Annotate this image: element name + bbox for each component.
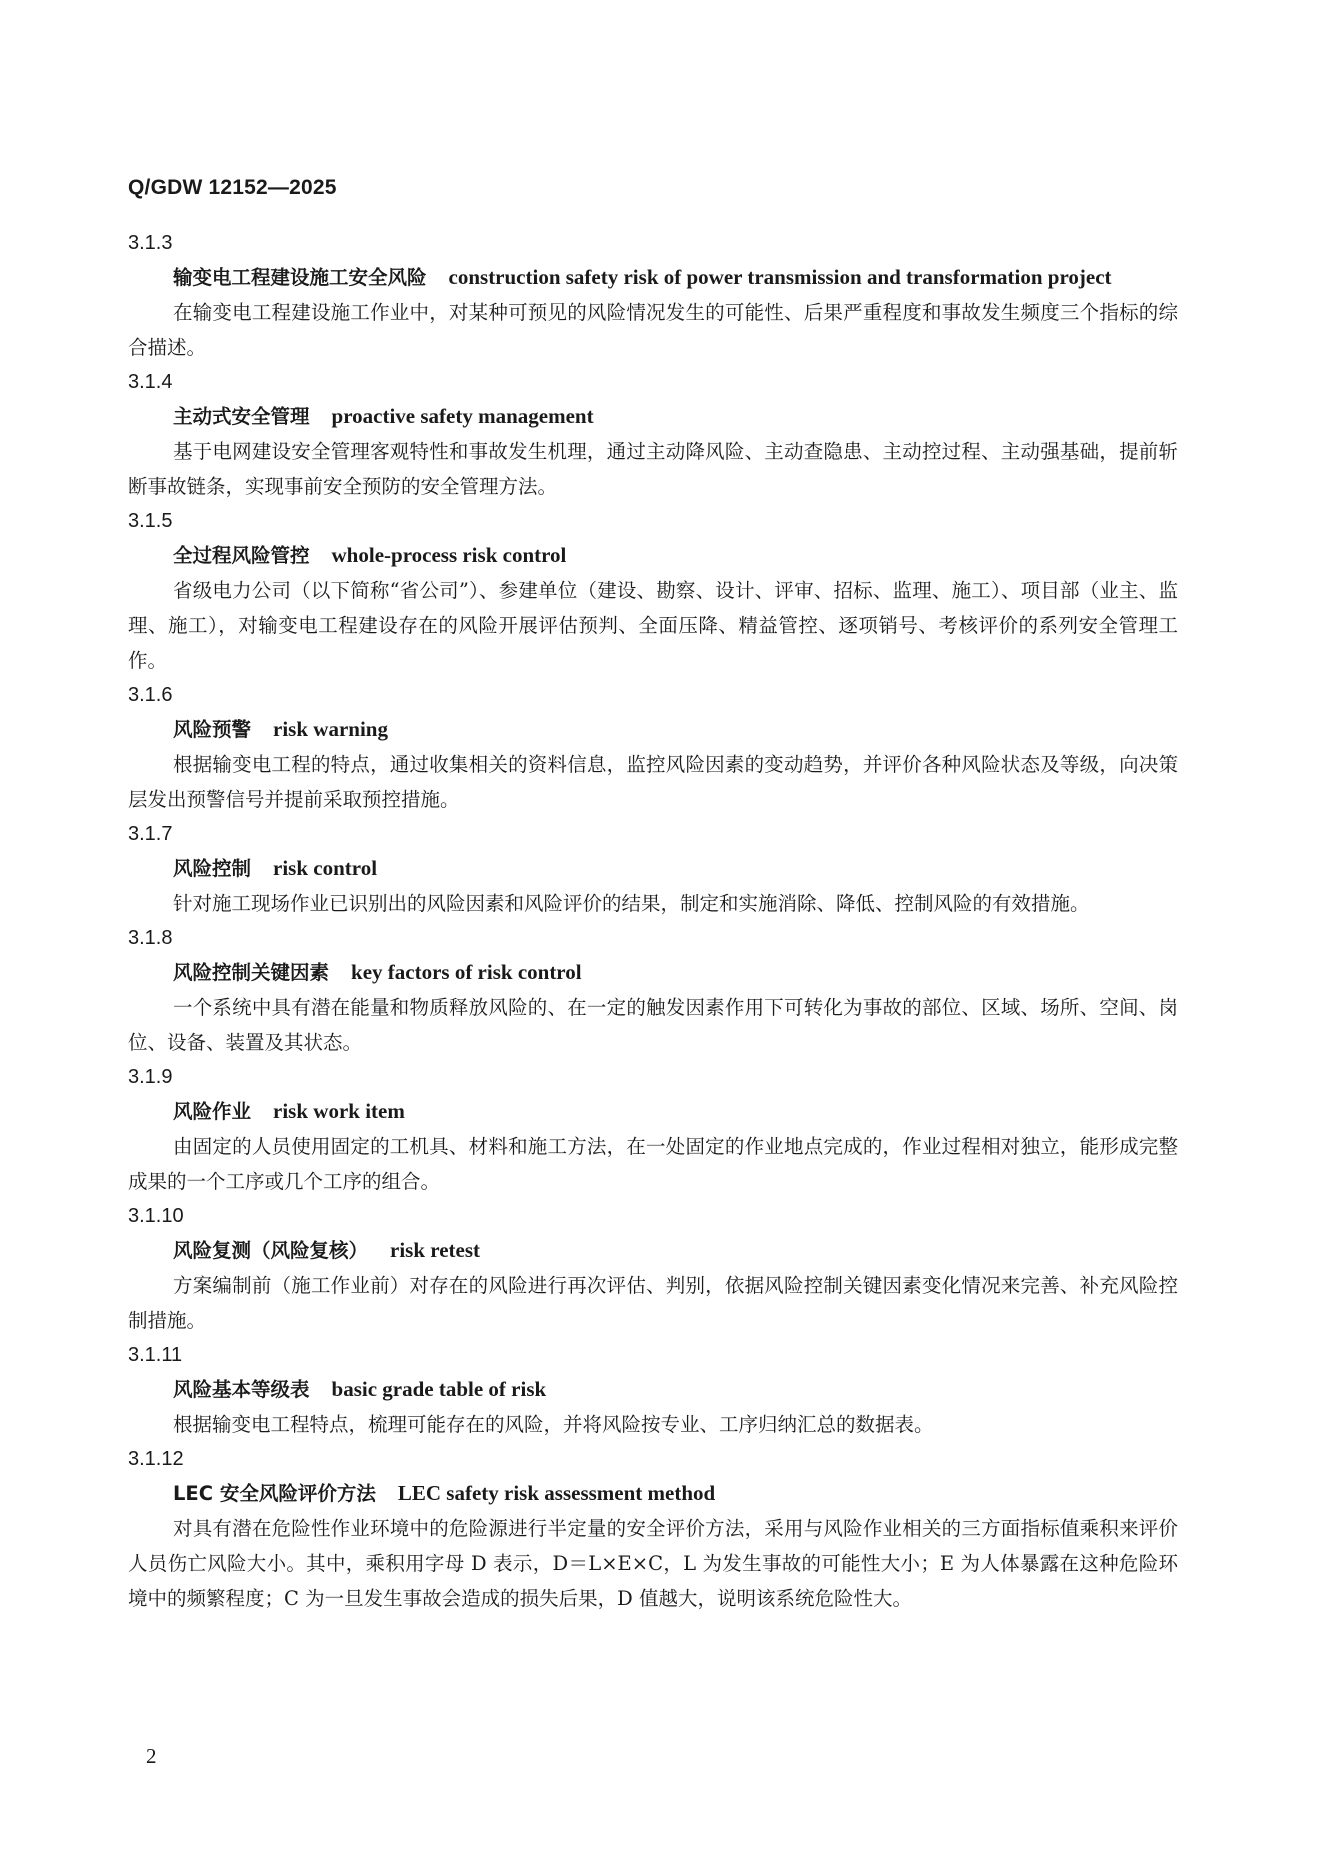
term-title — [128, 851, 1178, 886]
term-english: LEC safety risk assessment method — [397, 1481, 716, 1505]
terms-section — [128, 226, 1178, 1616]
term-english: proactive safety management — [331, 404, 594, 428]
term-number: 3.1.4 — [128, 371, 173, 393]
term-english: whole-process risk control — [331, 543, 567, 567]
term-chinese: 主动式安全管理 — [173, 405, 310, 428]
term-english: risk warning — [273, 717, 388, 741]
term-entry-3-1-9 — [128, 1060, 1178, 1199]
term-chinese: 风险基本等级表 — [173, 1378, 310, 1401]
term-title — [128, 1476, 1178, 1511]
standard-code-header: Q/GDW 12152—2025 — [128, 176, 337, 199]
term-english: key factors of risk control — [351, 960, 582, 984]
term-number: 3.1.11 — [128, 1344, 183, 1366]
term-definition: 方案编制前（施工作业前）对存在的风险进行再次评估、判别，依据风险控制关键因素变化情况来完善、补充风险控制措施。 — [128, 1274, 1178, 1332]
term-number: 3.1.9 — [128, 1066, 173, 1088]
term-title — [128, 399, 1178, 434]
page-number: 2 — [146, 1744, 157, 1768]
term-number: 3.1.8 — [128, 927, 173, 949]
term-definition: 针对施工现场作业已识别出的风险因素和风险评价的结果，制定和实施消除、降低、控制风险的有效措施。 — [173, 892, 1090, 915]
term-definition: 省级电力公司（以下简称“省公司”）、参建单位（建设、勘察、设计、评审、招标、监理、施工）、项目部（业主、监理、施工），对输变电工程建设存在的风险开展评估预判、全面压降、精益管控、逐项销号、考核评价的系列安全管理工作。 — [128, 579, 1178, 672]
term-definition: 一个系统中具有潜在能量和物质释放风险的、在一定的触发因素作用下可转化为事故的部位、区域、场所、空间、岗位、设备、装置及其状态。 — [128, 996, 1178, 1054]
term-entry-3-1-12 — [128, 1442, 1178, 1616]
term-chinese: LEC 安全风险评价方法 — [173, 1482, 376, 1505]
term-definition: 根据输变电工程的特点，通过收集相关的资料信息，监控风险因素的变动趋势，并评价各种风险状态及等级，向决策层发出预警信号并提前采取预控措施。 — [128, 753, 1178, 811]
term-chinese: 风险控制 — [173, 857, 252, 880]
term-title — [128, 260, 1178, 295]
term-entry-3-1-4 — [128, 365, 1178, 504]
term-english: risk control — [273, 856, 378, 880]
term-entry-3-1-6 — [128, 678, 1178, 817]
term-chinese: 风险预警 — [173, 718, 252, 741]
term-number: 3.1.12 — [128, 1448, 184, 1470]
term-title — [128, 1094, 1178, 1129]
term-definition: 由固定的人员使用固定的工机具、材料和施工方法，在一处固定的作业地点完成的，作业过程相对独立，能形成完整成果的一个工序或几个工序的组合。 — [128, 1135, 1178, 1193]
term-number: 3.1.3 — [128, 232, 173, 254]
term-number: 3.1.10 — [128, 1205, 184, 1227]
term-number: 3.1.6 — [128, 684, 173, 706]
term-entry-3-1-8 — [128, 921, 1178, 1060]
term-definition: 在输变电工程建设施工作业中，对某种可预见的风险情况发生的可能性、后果严重程度和事故发生频度三个指标的综合描述。 — [128, 301, 1178, 359]
term-title — [128, 1372, 1178, 1407]
term-definition: 基于电网建设安全管理客观特性和事故发生机理，通过主动降风险、主动查隐患、主动控过程、主动强基础，提前斩断事故链条，实现事前安全预防的安全管理方法。 — [128, 440, 1178, 498]
term-chinese: 风险作业 — [173, 1100, 252, 1123]
term-title — [128, 538, 1178, 573]
term-entry-3-1-7 — [128, 817, 1178, 921]
term-english: risk retest — [390, 1238, 481, 1262]
term-entry-3-1-3 — [128, 226, 1178, 365]
term-chinese: 全过程风险管控 — [173, 544, 310, 567]
term-entry-3-1-11 — [128, 1338, 1178, 1442]
term-definition: 根据输变电工程特点，梳理可能存在的风险，并将风险按专业、工序归纳汇总的数据表。 — [173, 1413, 934, 1436]
term-english: basic grade table of risk — [331, 1377, 547, 1401]
term-definition: 对具有潜在危险性作业环境中的危险源进行半定量的安全评价方法，采用与风险作业相关的三方面指标值乘积来评价人员伤亡风险大小。其中，乘积用字母 D 表示，D＝L×E×C，L 为发生事故的可能性大小；E 为人体暴露在这种危险环境中的频繁程度；C 为一旦发生事故会造成的损失后果，D 值越大，说明该系统危险性大。 — [128, 1517, 1178, 1610]
term-entry-3-1-10 — [128, 1199, 1178, 1338]
term-number: 3.1.5 — [128, 510, 173, 532]
term-chinese: 风险复测（风险复核） — [173, 1239, 369, 1262]
term-title — [128, 955, 1178, 990]
term-chinese: 输变电工程建设施工安全风险 — [173, 266, 427, 289]
term-chinese: 风险控制关键因素 — [173, 961, 330, 984]
term-entry-3-1-5 — [128, 504, 1178, 678]
term-title — [128, 712, 1178, 747]
term-english: risk work item — [273, 1099, 405, 1123]
term-number: 3.1.7 — [128, 823, 173, 845]
term-english: construction safety risk of power transmission and transformation project — [448, 265, 1112, 289]
term-title — [128, 1233, 1178, 1268]
